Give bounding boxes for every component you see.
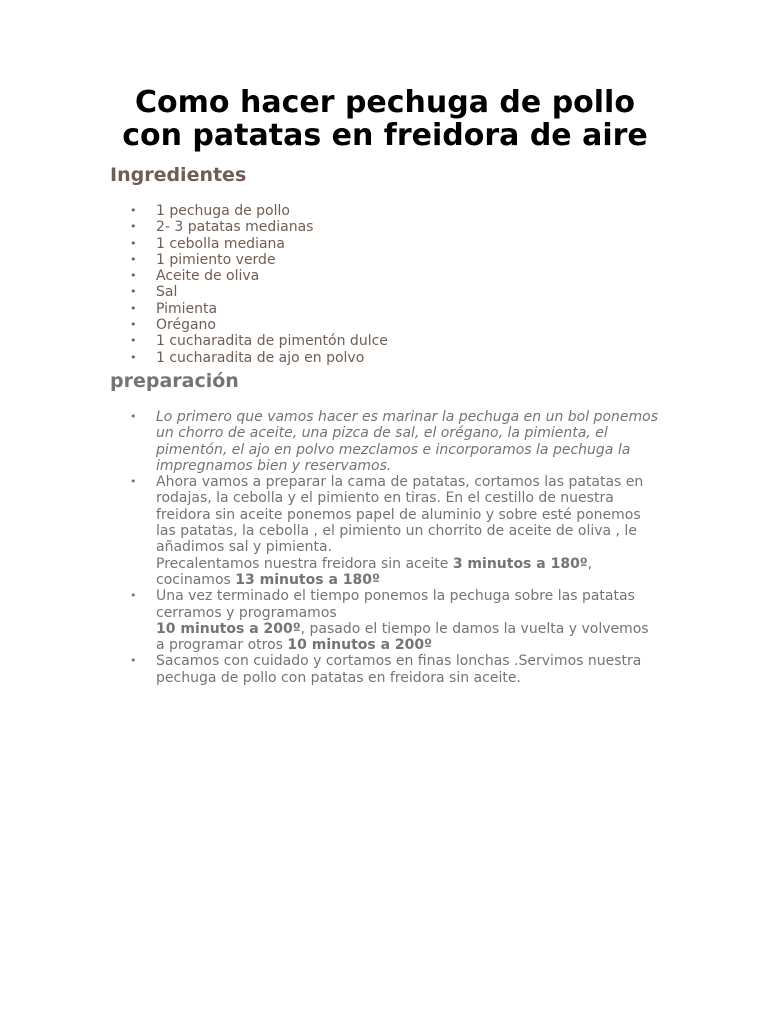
bullet-icon: • — [130, 252, 137, 266]
step-text: Sacamos con cuidado y cortamos en finas lonchas .Servimos nuestra pechuga de pollo con patatas en freidora sin aceite. — [156, 653, 642, 686]
preparation-heading: preparación — [110, 369, 239, 392]
bullet-icon: • — [130, 334, 137, 348]
list-item — [110, 317, 660, 333]
ingredient-text: 1 pechuga de pollo — [156, 203, 290, 219]
bullet-icon: • — [130, 350, 137, 364]
list-item — [110, 268, 660, 284]
step-item — [110, 653, 660, 686]
ingredients-heading: Ingredientes — [110, 164, 247, 186]
step-text: Una vez terminado el tiempo ponemos la pechuga sobre las patatas cerramos y programamos — [156, 588, 635, 621]
bullet-icon: • — [130, 204, 137, 217]
document-page — [110, 86, 660, 686]
ingredient-text: 1 cucharadita de pimentón dulce — [156, 333, 388, 350]
preheat-time: 3 minutos a 180º — [452, 555, 588, 572]
list-item — [110, 236, 660, 252]
ingredient-text: Sal — [156, 284, 178, 301]
preheat-separator: , — [587, 555, 593, 572]
step-text: Lo primero que vamos hacer es marinar la pechuga en un bol ponemos un chorro de aceite, una pizca de sal, el orégano, la pimienta, el pimentón, el ajo en polvo mezclamos e incorporamos la pechuga la impregnamos bien y reservamos. — [156, 408, 658, 474]
bullet-icon: • — [130, 318, 137, 332]
ingredient-text: Orégano — [156, 317, 216, 334]
ingredient-text: 1 cebolla mediana — [156, 235, 285, 252]
bullet-icon: • — [130, 589, 137, 603]
preparation-steps — [110, 409, 660, 686]
step-item — [110, 474, 660, 588]
step-text: Ahora vamos a preparar la cama de patatas, cortamos las patatas en rodajas, la cebolla y el pimiento en tiras. En el cestillo de nuestra freidora sin aceite ponemos papel de aluminio y sobre esté ponemos las patatas, la cebolla , el pimiento un chorrito de aceite de oliva , le añadimos sal y pimienta. — [156, 474, 644, 556]
list-item — [110, 284, 660, 300]
bullet-icon: • — [130, 285, 137, 299]
ingredient-text: 1 pimiento verde — [156, 251, 276, 268]
second-program-time: 10 minutos a 200º — [287, 637, 433, 654]
list-item — [110, 203, 660, 219]
bullet-icon: • — [130, 409, 137, 423]
bullet-icon: • — [130, 301, 137, 315]
ingredient-text: 2- 3 patatas medianas — [156, 219, 314, 236]
list-item — [110, 333, 660, 349]
cook-text: cocinamos — [156, 571, 236, 588]
program-time: 10 minutos a 200º — [156, 620, 301, 637]
preheat-text: Precalentamos nuestra freidora sin aceite — [156, 555, 453, 572]
ingredients-list — [110, 203, 660, 366]
list-item — [110, 252, 660, 268]
cook-time: 13 minutos a 180º — [235, 571, 380, 588]
page-title: Como hacer pechuga de pollo con patatas en freidora de aire — [122, 85, 648, 153]
step-item — [110, 588, 660, 653]
bullet-icon: • — [130, 220, 137, 234]
bullet-icon: • — [130, 236, 137, 250]
ingredient-text: 1 cucharadita de ajo en polvo — [156, 349, 365, 366]
step-text-continued: , pasado el tiempo le damos la vuelta y volvemos a programar otros — [156, 620, 649, 654]
list-item — [110, 350, 660, 366]
bullet-icon: • — [130, 475, 137, 489]
list-item — [110, 219, 660, 235]
step-item — [110, 409, 660, 474]
list-item — [110, 301, 660, 317]
ingredient-text: Aceite de oliva — [156, 268, 260, 285]
bullet-icon: • — [130, 654, 137, 668]
ingredient-text: Pimienta — [156, 300, 218, 317]
cook-line — [156, 572, 660, 588]
bullet-icon: • — [130, 269, 137, 283]
